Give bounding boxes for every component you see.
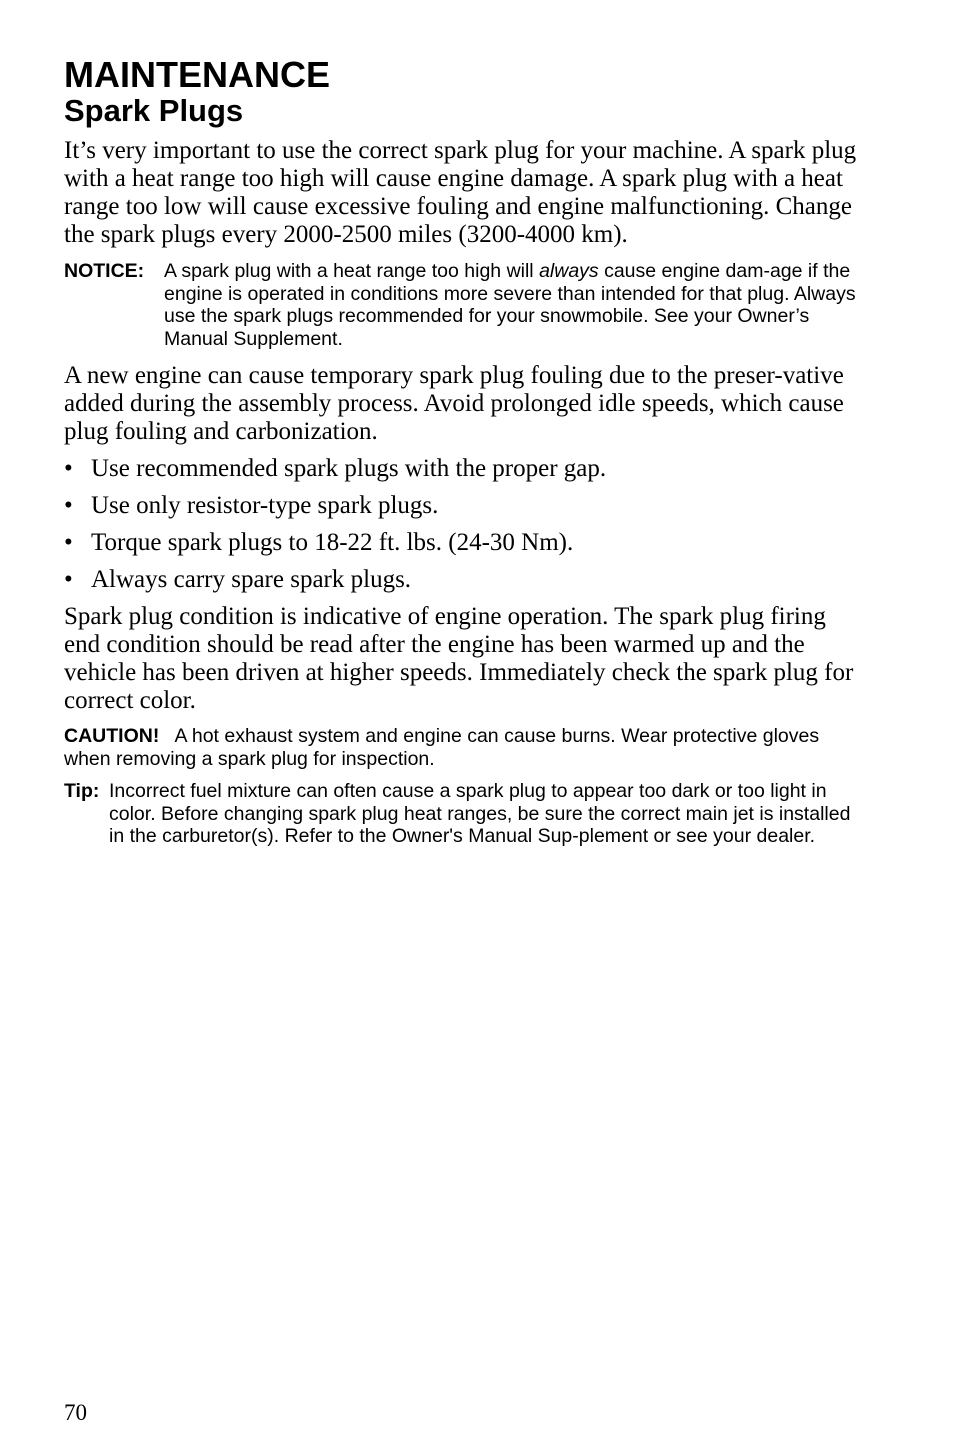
bullet-marker: •	[64, 492, 73, 519]
list-item	[64, 492, 864, 520]
caution-label: CAUTION!	[64, 725, 160, 747]
list-item	[64, 529, 864, 557]
notice-text-after: cause engine dam-age if the engine is operated in conditions more severe than intended for that plug. Always use the spark plugs recommended for your snowmobile. See your Owner’s Manual Supplement.	[164, 260, 856, 350]
list-item	[64, 455, 864, 483]
notice-emphasis: always	[539, 260, 599, 282]
condition-paragraph: Spark plug condition is indicative of engine operation. The spark plug firing end condition should be read after the engine has been warmed up and the vehicle has been driven at higher speeds. Immediately check the spark plug for correct color.	[64, 603, 854, 714]
intro-paragraph: It’s very important to use the correct spark plug for your machine. A spark plug with a heat range too high will cause engine damage. A spark plug with a heat range too low will cause excessive fouling and engine malfunctioning. Change the spark plugs every 2000-2500 miles (3200-4000 km).	[64, 137, 857, 248]
tip-note	[64, 780, 864, 848]
tip-text: Incorrect fuel mixture can often cause a spark plug to appear too dark or too light in color. Before changing spark plug heat ranges, be sure the correct main jet is installed in the carburetor(s). Refer to the Owner's Manual Sup-plement or see your dealer.	[109, 780, 851, 847]
bullet-text: Always carry spare spark plugs.	[91, 566, 412, 593]
notice-text-before: A spark plug with a heat range too high will	[164, 260, 540, 282]
notice-label: NOTICE:	[64, 260, 145, 282]
tip-label: Tip:	[64, 780, 100, 802]
caution-text: A hot exhaust system and engine can cause burns. Wear protective gloves when removing a spark plug for inspection.	[64, 725, 820, 770]
bullet-text: Torque spark plugs to 18-22 ft. lbs. (24-30 Nm).	[91, 529, 574, 556]
manual-page	[64, 56, 864, 848]
bullet-marker: •	[64, 529, 73, 556]
bullet-marker: •	[64, 566, 73, 593]
new-engine-paragraph: A new engine can cause temporary spark plug fouling due to the preser-vative added during the assembly process. Avoid prolonged idle speeds, which cause plug fouling and carbonization.	[64, 362, 844, 445]
bullet-text: Use recommended spark plugs with the proper gap.	[91, 455, 607, 482]
subsection-title: Spark Plugs	[64, 93, 244, 128]
notice-note	[64, 260, 864, 350]
page-number: 70	[64, 1400, 87, 1425]
list-item	[64, 566, 864, 594]
caution-note	[64, 725, 864, 770]
bullet-text: Use only resistor-type spark plugs.	[91, 492, 439, 519]
section-title: MAINTENANCE	[64, 54, 330, 95]
bullet-marker: •	[64, 455, 73, 482]
tips-bullet-list	[64, 455, 864, 594]
